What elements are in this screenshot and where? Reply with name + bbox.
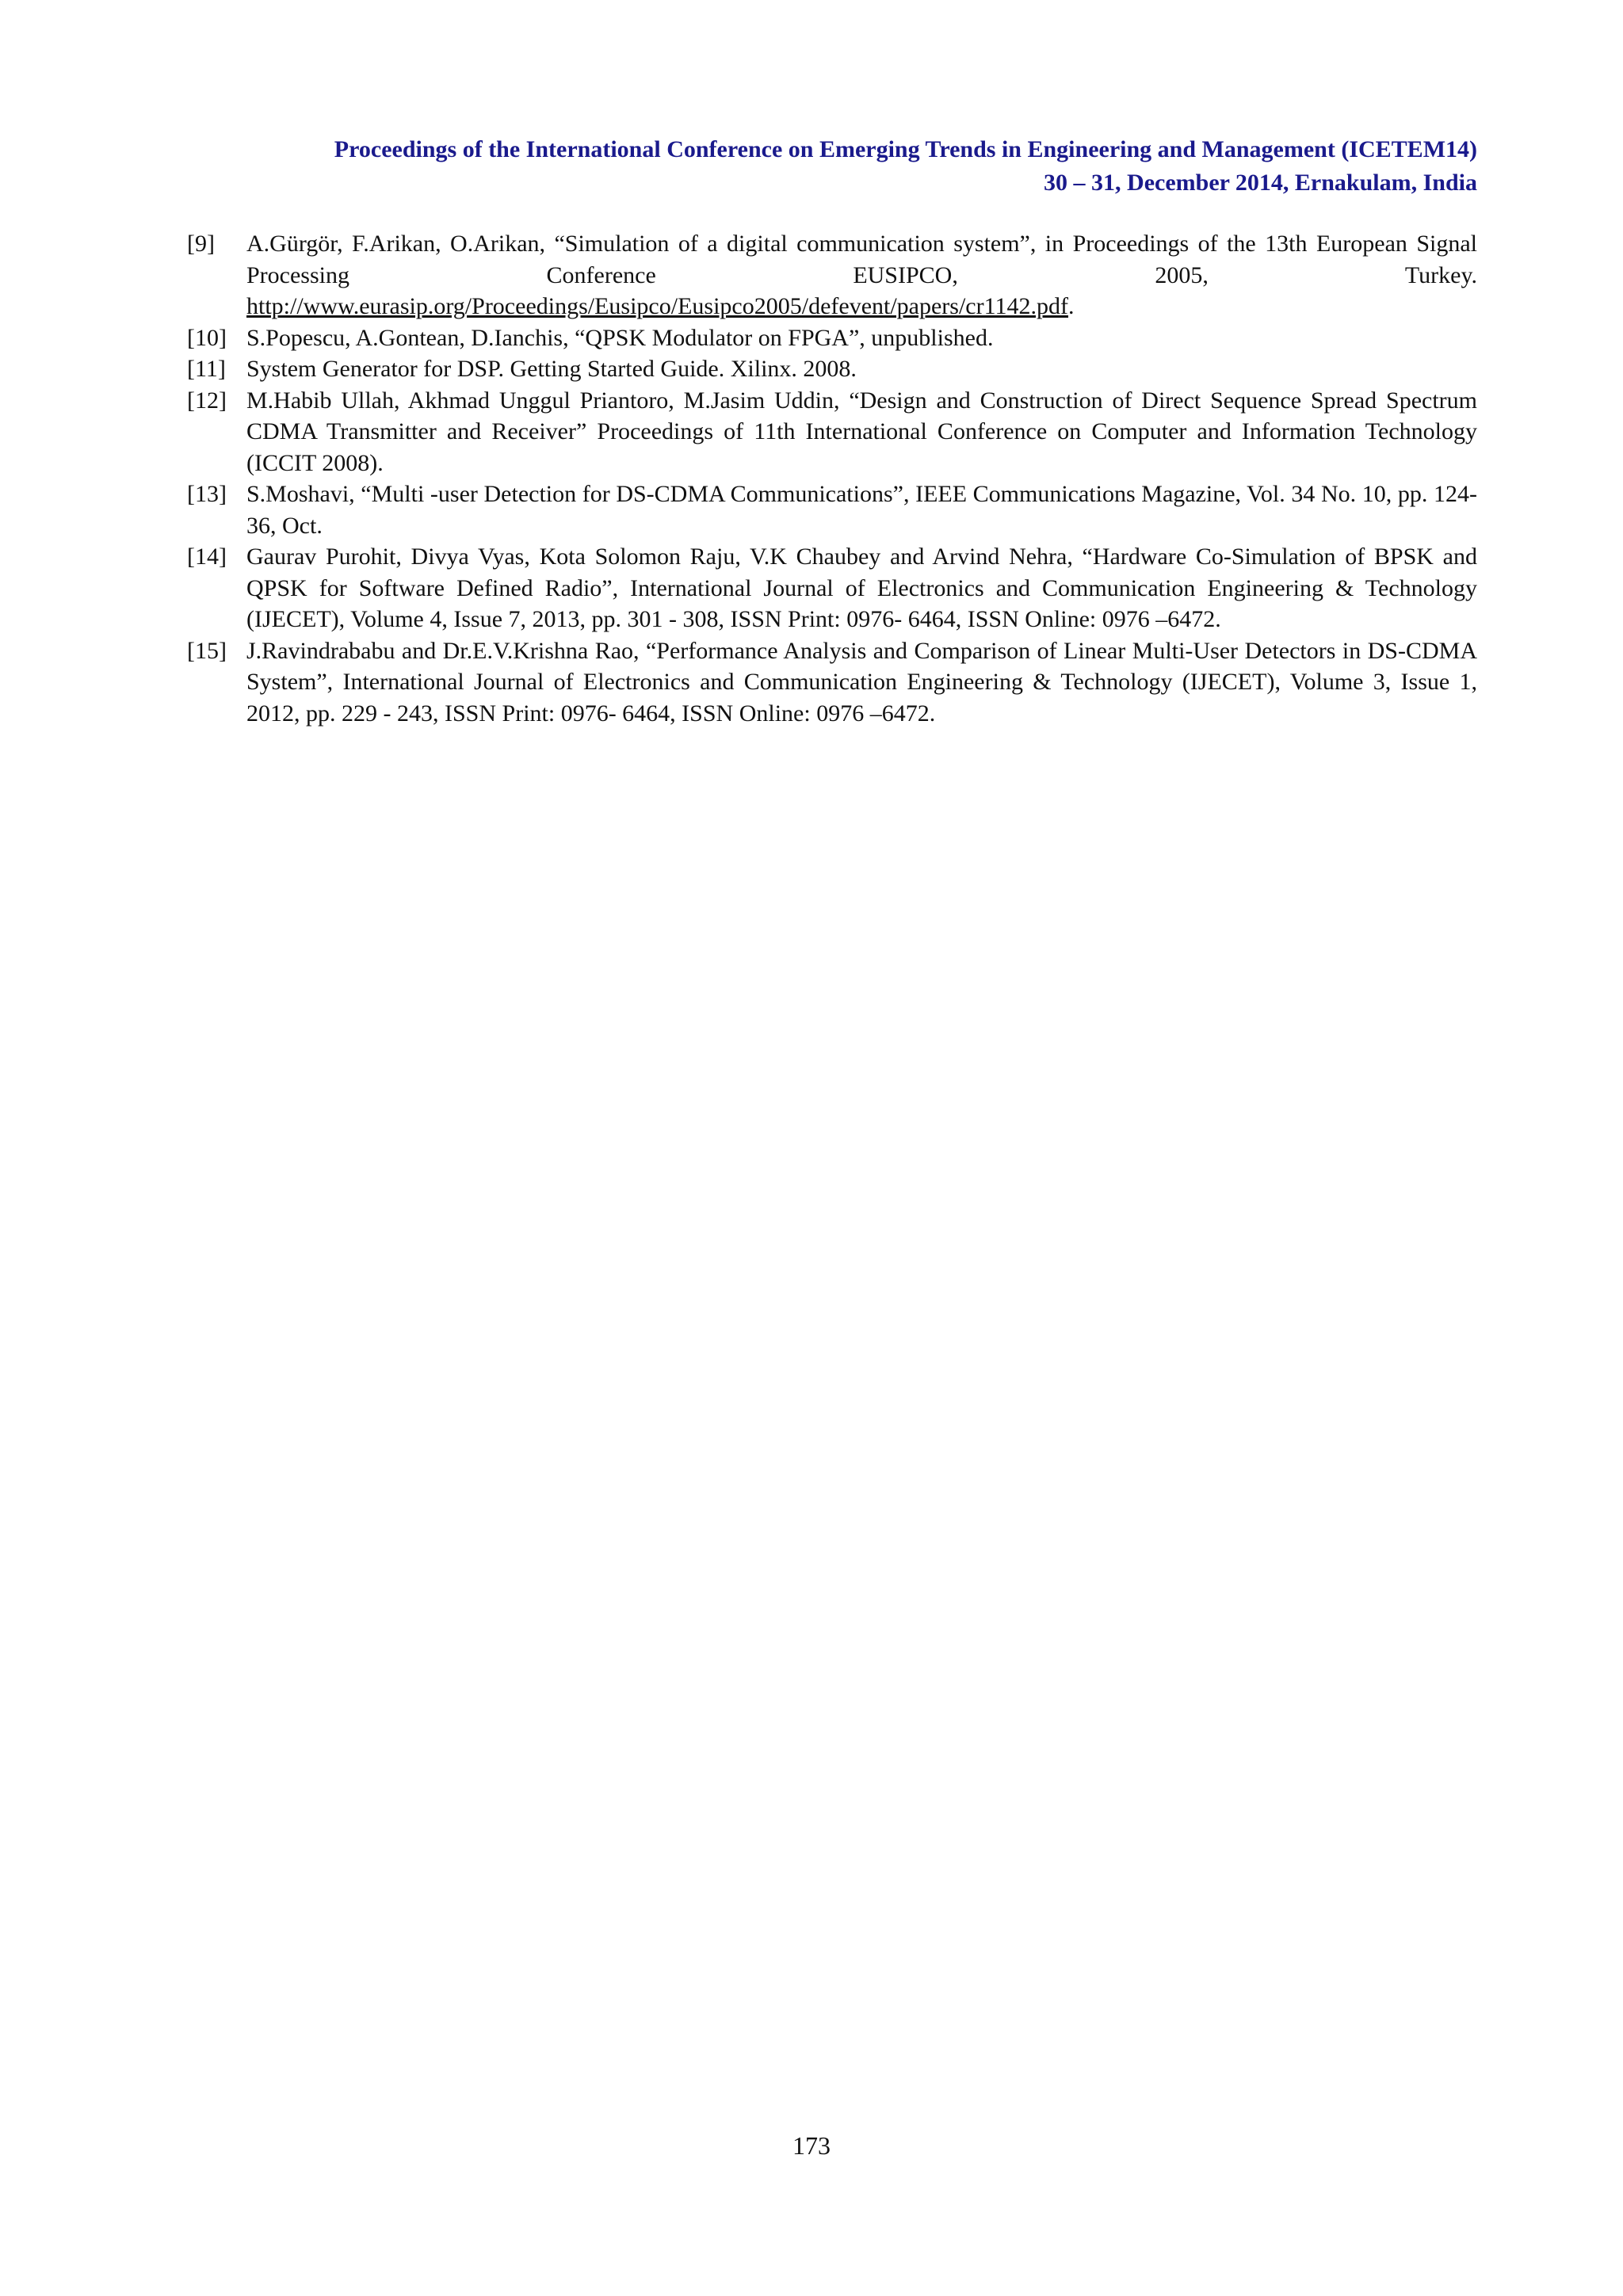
reference-text: S.Popescu, A.Gontean, D.Ianchis, “QPSK Modulator on FPGA”, unpublished. [246, 324, 994, 351]
reference-number: [15] [187, 637, 227, 664]
reference-item [187, 353, 1477, 385]
reference-number: [11] [187, 356, 226, 382]
references-list [187, 228, 1477, 729]
header-conference-title: Proceedings of the International Conference on Emerging Trends in Engineering and Management (ICETEM14) [334, 136, 1477, 162]
reference-number: [10] [187, 324, 227, 351]
reference-link-period: . [1068, 293, 1075, 319]
page-number: 173 [792, 2131, 831, 2160]
reference-item [187, 635, 1477, 730]
running-header [158, 133, 1477, 200]
reference-number: [12] [187, 387, 227, 414]
reference-text: Gaurav Purohit, Divya Vyas, Kota Solomon Raju, V.K Chaubey and Arvind Nehra, “Hardware Co-Simulation of BPSK and QPSK for Software Defined Radio”, International Journal of Electronics and Communication Engineering & Technology (IJECET), Volume 4, Issue 7, 2013, pp. 301 - 308, ISSN Print: 0976- 6464, ISSN Online: 0976 –6472. [246, 543, 1477, 632]
reference-citation: A.Gürgör, F.Arikan, O.Arikan, “Simulation of a digital communication system”, in Proceedings of the 13th European Signal Processing Conference EUSIPCO, 2005, Turkey. [246, 231, 1477, 288]
reference-item [187, 385, 1477, 479]
reference-item [187, 322, 1477, 354]
reference-item [187, 479, 1477, 541]
reference-number: [13] [187, 481, 227, 507]
reference-item [187, 228, 1477, 322]
reference-text: M.Habib Ullah, Akhmad Unggul Priantoro, M.Jasim Uddin, “Design and Construction of Direct Sequence Spread Spectrum CDMA Transmitter and Receiver” Proceedings of 11th International Conference on Computer and Information Technology (ICCIT 2008). [246, 387, 1477, 476]
reference-text: S.Moshavi, “Multi -user Detection for DS-CDMA Communications”, IEEE Communications Magazine, Vol. 34 No. 10, pp. 124-36, Oct. [246, 481, 1477, 539]
reference-link[interactable]: http://www.eurasip.org/Proceedings/Eusipco/Eusipco2005/defevent/papers/cr1142.pdf [246, 293, 1068, 319]
header-conference-date: 30 – 31, December 2014, Ernakulam, India [1044, 170, 1477, 196]
reference-text: J.Ravindrababu and Dr.E.V.Krishna Rao, “Performance Analysis and Comparison of Linear Multi-User Detectors in DS-CDMA System”, International Journal of Electronics and Communication Engineering & Technology (IJECET), Volume 3, Issue 1, 2012, pp. 229 - 243, ISSN Print: 0976- 6464, ISSN Online: 0976 –6472. [246, 637, 1477, 727]
reference-text: System Generator for DSP. Getting Started Guide. Xilinx. 2008. [246, 356, 857, 382]
reference-item [187, 541, 1477, 635]
reference-number: [14] [187, 543, 227, 570]
reference-number: [9] [187, 231, 215, 257]
reference-text [246, 228, 1477, 322]
